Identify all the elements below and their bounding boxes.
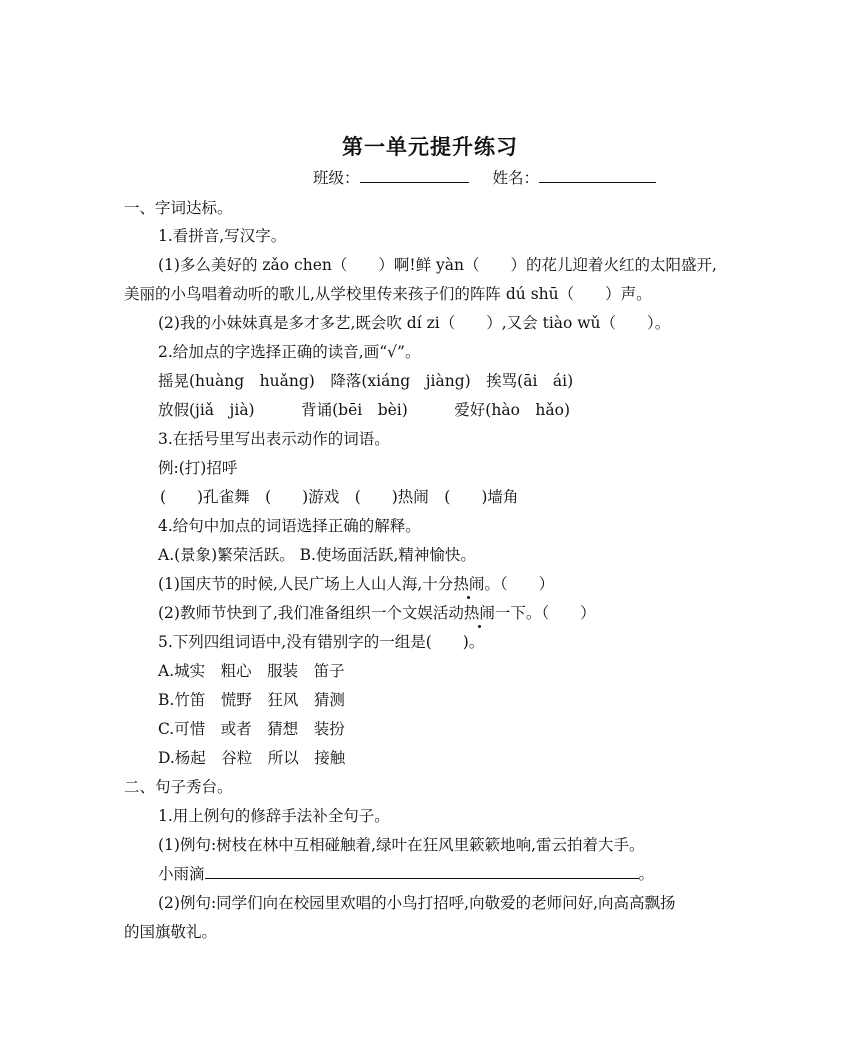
option-line: C.可惜 或者 猜想 装扮: [158, 720, 345, 738]
example-line: (2)例句:同学们向在校园里欢唱的小鸟打招呼,向敬爱的老师问好,向高高飘扬: [158, 894, 676, 912]
section-heading: 二、句子秀台。: [124, 778, 233, 796]
question-line: 美丽的小鸟唱着动听的歌儿,从学校里传来孩子们的阵阵 dú shū（ ）声。: [124, 285, 652, 303]
answer-prefix: 小雨滴: [158, 865, 205, 883]
question-line: 1.看拼音,写汉字。: [158, 227, 287, 245]
option-line: A.(景象)繁荣活跃。 B.使场面活跃,精神愉快。: [158, 546, 476, 564]
question-line: 3.在括号里写出表示动作的词语。: [158, 430, 390, 448]
question-line: 4.给句中加点的词语选择正确的解释。: [158, 517, 421, 535]
page-title: 第一单元提升练习: [342, 134, 518, 159]
class-blank[interactable]: [360, 168, 469, 183]
question-line: 5.下列四组词语中,没有错别字的一组是( )。: [158, 633, 485, 651]
example-line: 的国旗敬礼。: [124, 923, 218, 941]
q4-2-dotted-word: 热闹: [463, 604, 495, 622]
section-heading: 一、字词达标。: [124, 199, 233, 217]
option-line: B.竹笛 慌野 狂风 猜测: [158, 691, 345, 709]
question-line: 摇晃(huàng huǎng) 降落(xiáng jiàng) 挨骂(āi ái): [158, 372, 574, 390]
answer-blank[interactable]: [205, 864, 639, 879]
name-label: 姓名：: [492, 169, 540, 187]
question-line: (1)多么美好的 zǎo chen（ ）啊!鲜 yàn（ ）的花儿迎着火红的太阳盛开,: [158, 256, 717, 274]
question-line: 1.用上例句的修辞手法补全句子。: [158, 807, 390, 825]
q4-2-tail: 一下。（ ）: [494, 604, 596, 622]
question-line: 2.给加点的字选择正确的读音,画“√”。: [158, 343, 421, 361]
question-line: ( )孔雀舞 ( )游戏 ( )热闹 ( )墙角: [160, 488, 519, 506]
name-blank[interactable]: [539, 168, 656, 183]
q4-1-text: (1)国庆节的时候,人民广场上人山人海,十分: [158, 575, 454, 593]
class-label: 班级：: [313, 169, 360, 187]
answer-end: 。: [638, 865, 655, 883]
answer-line: [158, 864, 654, 884]
question-line: (2)我的小妹妹真是多才多艺,既会吹 dí zi（ ）,又会 tiào wǔ（ ）。: [158, 314, 671, 332]
option-line: D.杨起 谷粒 所以 接触: [158, 749, 346, 767]
q4-1-dotted-word: 热闹: [453, 575, 485, 593]
q4-2-text: (2)教师节快到了,我们准备组织一个文娱活动: [158, 604, 464, 622]
question-line: [158, 574, 554, 594]
question-line: 放假(jiǎ jià) 背诵(bēi bèi) 爱好(hào hǎo): [158, 401, 571, 419]
example-line: 例:(打)招呼: [158, 459, 238, 477]
question-line: [158, 603, 596, 623]
student-info: [313, 166, 656, 188]
q4-1-tail: 。（ ）: [484, 575, 555, 593]
example-line: (1)例句:树枝在林中互相碰触着,绿叶在狂风里簌簌地响,雷云拍着大手。: [158, 836, 645, 854]
option-line: A.城实 粗心 服装 笛子: [158, 662, 345, 680]
